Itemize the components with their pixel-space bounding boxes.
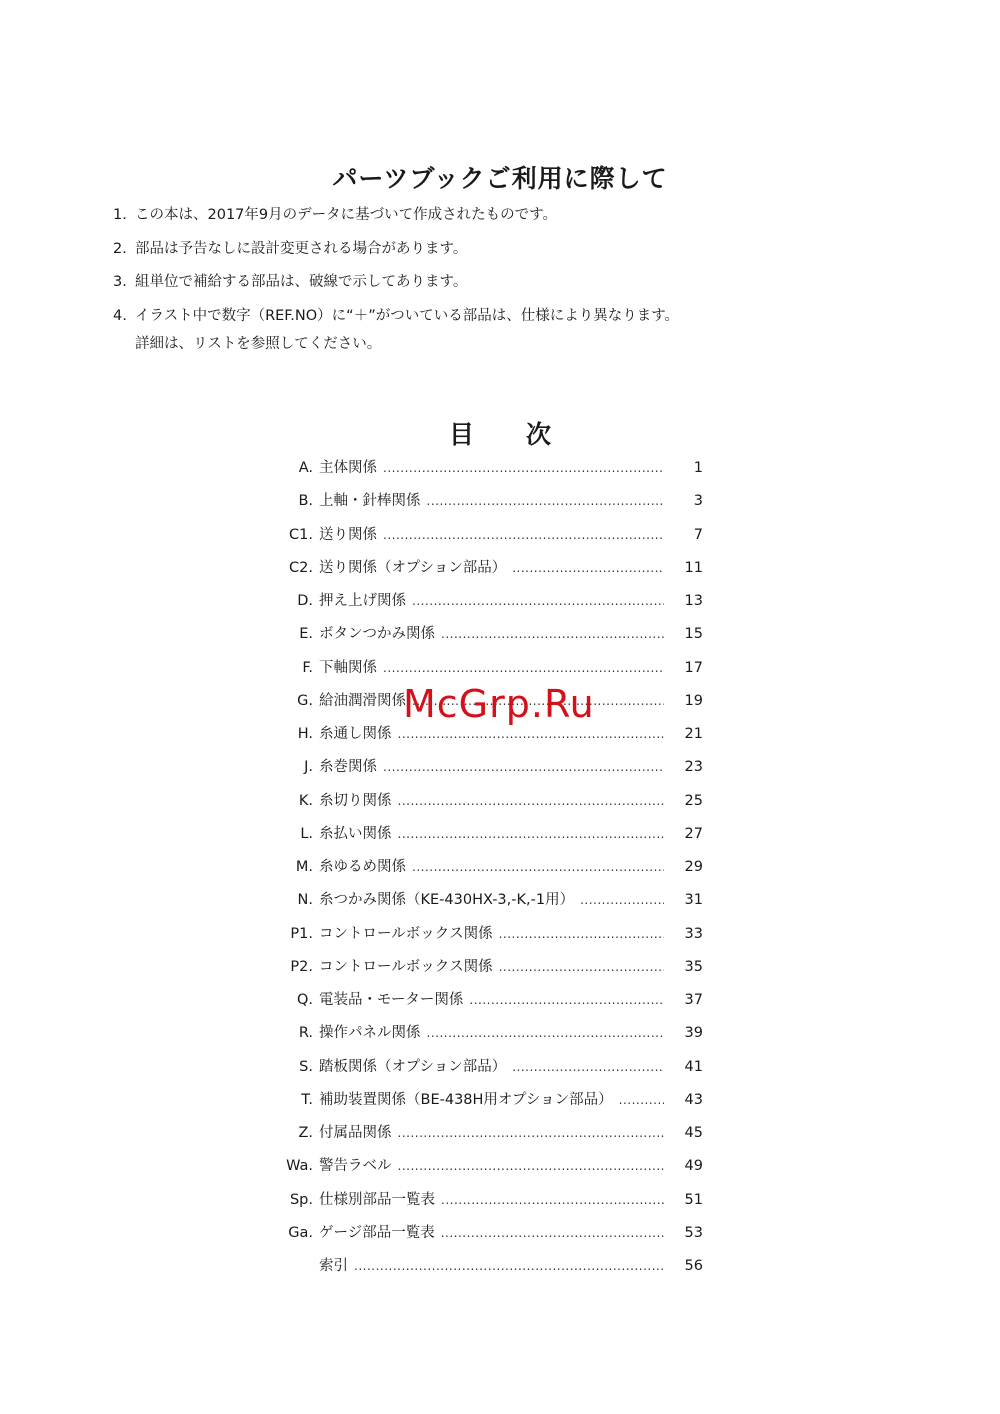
toc-entry-code: K. xyxy=(298,792,313,809)
toc-entry[interactable] xyxy=(0,1084,1000,1117)
toc-entry-code: S. xyxy=(299,1058,313,1075)
toc-entry-page: 41 xyxy=(684,1058,703,1075)
toc-entry-page: 11 xyxy=(684,559,703,576)
toc-entry-label-wrap xyxy=(319,552,664,585)
toc-dot-leader xyxy=(398,1117,665,1150)
toc-entry-code: E. xyxy=(299,626,313,643)
toc-entry-label: 糸巻関係 xyxy=(319,759,377,776)
note-line: 部品は予告なしに設計変更される場合があります。 xyxy=(135,240,468,257)
toc-entry-page: 23 xyxy=(684,759,703,776)
toc-entry-label-wrap xyxy=(319,918,664,951)
toc-entry-page: 45 xyxy=(684,1125,703,1141)
toc-entry[interactable] xyxy=(0,785,1000,818)
note-item xyxy=(113,304,753,357)
toc-entry-label-wrap xyxy=(319,851,664,884)
toc-entry-code: Z. xyxy=(298,1125,313,1141)
toc-entry-page: 29 xyxy=(684,859,703,875)
toc-entry-label-wrap xyxy=(319,751,664,784)
toc-entry-label: コントロールボックス関係 xyxy=(319,925,493,942)
toc-dot-leader xyxy=(412,585,664,618)
toc-entry[interactable] xyxy=(0,1150,1000,1183)
toc-entry-label-wrap xyxy=(319,652,664,685)
toc-entry-code: Ga. xyxy=(288,1224,313,1241)
toc-entry-page: 15 xyxy=(684,626,703,643)
note-text xyxy=(135,203,753,228)
toc-entry-page: 27 xyxy=(684,825,703,842)
toc-dot-leader xyxy=(469,984,664,1017)
toc-entry-page: 21 xyxy=(684,726,703,742)
toc-entry[interactable] xyxy=(0,1250,1000,1283)
toc-dot-leader xyxy=(580,884,664,917)
toc-entry-label-wrap xyxy=(319,1250,664,1283)
toc-entry[interactable] xyxy=(0,1117,1000,1150)
toc-entry-code: A. xyxy=(298,460,313,476)
toc-entry-code: L. xyxy=(300,825,313,842)
toc-dot-leader xyxy=(398,818,665,851)
toc-title: 目次 xyxy=(448,419,603,449)
toc-entry-code: C2. xyxy=(289,559,313,576)
toc-entry-code: D. xyxy=(297,593,313,609)
notes-list xyxy=(113,203,753,365)
toc-entry-code: C1. xyxy=(289,526,313,543)
toc-entry-label-wrap xyxy=(319,1051,664,1084)
toc-dot-leader xyxy=(383,751,664,784)
toc-entry[interactable] xyxy=(0,751,1000,784)
toc-entry[interactable] xyxy=(0,652,1000,685)
toc-entry-code: T. xyxy=(301,1091,313,1108)
note-number: 3. xyxy=(113,274,127,290)
toc-entry-label: 主体関係 xyxy=(319,460,377,476)
toc-entry-label: 踏板関係（オプション部品） xyxy=(319,1058,507,1075)
toc-entry-label: ボタンつかみ関係 xyxy=(319,626,435,643)
toc-entry[interactable] xyxy=(0,519,1000,552)
toc-entry-code: Wa. xyxy=(286,1158,313,1175)
toc-dot-leader xyxy=(398,785,665,818)
toc-dot-leader xyxy=(619,1084,664,1117)
toc-entry[interactable] xyxy=(0,452,1000,485)
watermark: McGrp.Ru xyxy=(403,682,595,726)
toc-entry-page: 51 xyxy=(684,1191,703,1208)
toc-entry[interactable] xyxy=(0,552,1000,585)
toc-entry-page: 53 xyxy=(684,1224,703,1241)
toc-entry-label-wrap xyxy=(319,951,664,984)
toc-entry-page: 35 xyxy=(684,958,703,975)
toc-entry-page: 31 xyxy=(684,892,703,909)
toc-entry-label-wrap xyxy=(319,618,664,651)
toc-dot-leader xyxy=(512,552,664,585)
toc-entry-code: Sp. xyxy=(289,1191,313,1208)
toc-entry[interactable] xyxy=(0,818,1000,851)
toc-entry[interactable] xyxy=(0,618,1000,651)
note-text xyxy=(135,237,753,262)
toc-entry-label: 糸払い関係 xyxy=(319,825,392,842)
toc-entry-label-wrap xyxy=(319,519,664,552)
toc-entry-code: B. xyxy=(298,493,313,510)
toc-entry-label-wrap xyxy=(319,785,664,818)
toc-dot-leader xyxy=(427,485,665,518)
toc-entry-label-wrap xyxy=(319,1217,664,1250)
toc-entry[interactable] xyxy=(0,984,1000,1017)
toc-entry-label: 下軸関係 xyxy=(319,659,377,676)
toc-entry-page: 39 xyxy=(684,1025,703,1042)
toc-entry-label: 補助装置関係（BE-438H用オプション部品） xyxy=(319,1091,613,1108)
note-number: 1. xyxy=(113,207,127,223)
toc-entry[interactable] xyxy=(0,1051,1000,1084)
toc-entry-label-wrap xyxy=(319,1084,664,1117)
toc-entry-label-wrap xyxy=(319,1150,664,1183)
toc-dot-leader xyxy=(427,1017,665,1050)
page-title: パーツブックご利用に際して xyxy=(332,163,668,193)
toc-entry-page: 19 xyxy=(684,692,703,709)
toc-entry-page: 56 xyxy=(684,1258,703,1274)
toc-entry-label: 糸つかみ関係（KE-430HX-3,-K,-1用） xyxy=(319,892,575,909)
toc-entry-code: F. xyxy=(302,659,313,676)
note-line: 組単位で補給する部品は、破線で示してあります。 xyxy=(135,274,468,290)
toc-entry-label-wrap xyxy=(319,585,664,618)
note-text xyxy=(135,270,753,295)
toc-entry-page: 37 xyxy=(684,992,703,1008)
toc-entry-code: J. xyxy=(304,759,313,776)
toc-entry-label: 糸通し関係 xyxy=(319,726,392,742)
toc-dot-leader xyxy=(383,652,664,685)
toc-entry-label-wrap xyxy=(319,1017,664,1050)
toc-dot-leader xyxy=(441,618,664,651)
toc-dot-leader xyxy=(398,1150,665,1183)
toc-dot-leader xyxy=(354,1250,664,1283)
toc-entry-label: 上軸・針棒関係 xyxy=(319,493,421,510)
toc-entry-page: 33 xyxy=(684,925,703,942)
toc-entry-page: 13 xyxy=(684,593,703,609)
toc-dot-leader xyxy=(499,951,664,984)
toc-entry[interactable] xyxy=(0,884,1000,917)
toc-entry-label-wrap xyxy=(319,452,664,485)
note-line: この本は、2017年9月のデータに基づいて作成されたものです。 xyxy=(135,207,557,223)
toc-entry-label-wrap xyxy=(319,1117,664,1150)
note-number: 4. xyxy=(113,307,127,324)
toc-dot-leader xyxy=(441,1184,664,1217)
toc-entry[interactable] xyxy=(0,951,1000,984)
toc-entry[interactable] xyxy=(0,1217,1000,1250)
toc-entry-label: 仕様別部品一覧表 xyxy=(319,1191,435,1208)
note-item xyxy=(113,237,753,262)
toc-entry-label-wrap xyxy=(319,1184,664,1217)
toc-dot-leader xyxy=(512,1051,664,1084)
toc-entry-label-wrap xyxy=(319,485,664,518)
toc-entry-code: P1. xyxy=(290,925,313,942)
toc-entry-code: G. xyxy=(297,692,313,709)
toc-entry[interactable] xyxy=(0,1184,1000,1217)
toc-dot-leader xyxy=(441,1217,664,1250)
note-text xyxy=(135,304,753,357)
toc-entry-label: 警告ラベル xyxy=(319,1158,392,1175)
table-of-contents xyxy=(0,452,1000,1283)
toc-dot-leader xyxy=(383,519,664,552)
toc-entry-code: H. xyxy=(297,726,313,742)
toc-entry-label: 付属品関係 xyxy=(319,1125,392,1141)
toc-entry-page: 43 xyxy=(684,1091,703,1108)
toc-entry-label: 操作パネル関係 xyxy=(319,1025,421,1042)
toc-entry-page: 17 xyxy=(684,659,703,676)
toc-entry-label-wrap xyxy=(319,984,664,1017)
toc-entry-label: 押え上げ関係 xyxy=(319,593,406,609)
toc-entry[interactable] xyxy=(0,918,1000,951)
note-number: 2. xyxy=(113,240,127,257)
toc-entry-code: M. xyxy=(295,859,313,875)
toc-entry-code: P2. xyxy=(290,958,313,975)
toc-dot-leader xyxy=(383,452,664,485)
note-line: イラスト中で数字（REF.NO）に“＋”がついている部品は、仕様により異なります。 xyxy=(135,307,680,324)
toc-entry-label: 電装品・モーター関係 xyxy=(319,992,464,1008)
toc-entry-label: ゲージ部品一覧表 xyxy=(319,1224,435,1241)
toc-entry-label: 糸ゆるめ関係 xyxy=(319,859,406,875)
toc-entry-label: 送り関係 xyxy=(319,526,377,543)
toc-entry[interactable] xyxy=(0,1017,1000,1050)
toc-entry[interactable] xyxy=(0,851,1000,884)
toc-entry[interactable] xyxy=(0,585,1000,618)
toc-dot-leader xyxy=(499,918,664,951)
toc-entry-label: 給油潤滑関係 xyxy=(319,692,406,709)
note-item xyxy=(113,270,753,295)
toc-entry-page: 1 xyxy=(693,460,703,476)
note-line: 詳細は、リストを参照してください。 xyxy=(135,335,382,352)
toc-entry[interactable] xyxy=(0,485,1000,518)
toc-entry-label: 索引 xyxy=(319,1258,348,1274)
toc-entry-page: 3 xyxy=(693,493,703,510)
toc-entry-code: R. xyxy=(298,1025,313,1042)
toc-entry-label: 送り関係（オプション部品） xyxy=(319,559,507,576)
toc-entry-code: N. xyxy=(297,892,313,909)
toc-dot-leader xyxy=(412,851,664,884)
note-item xyxy=(113,203,753,228)
toc-entry-code: Q. xyxy=(296,992,313,1008)
toc-entry-label: コントロールボックス関係 xyxy=(319,958,493,975)
toc-entry-label-wrap xyxy=(319,884,664,917)
toc-entry-label: 糸切り関係 xyxy=(319,792,392,809)
toc-entry-label-wrap xyxy=(319,818,664,851)
toc-entry-page: 49 xyxy=(684,1158,703,1175)
toc-entry-page: 7 xyxy=(693,526,703,543)
toc-entry-page: 25 xyxy=(684,792,703,809)
